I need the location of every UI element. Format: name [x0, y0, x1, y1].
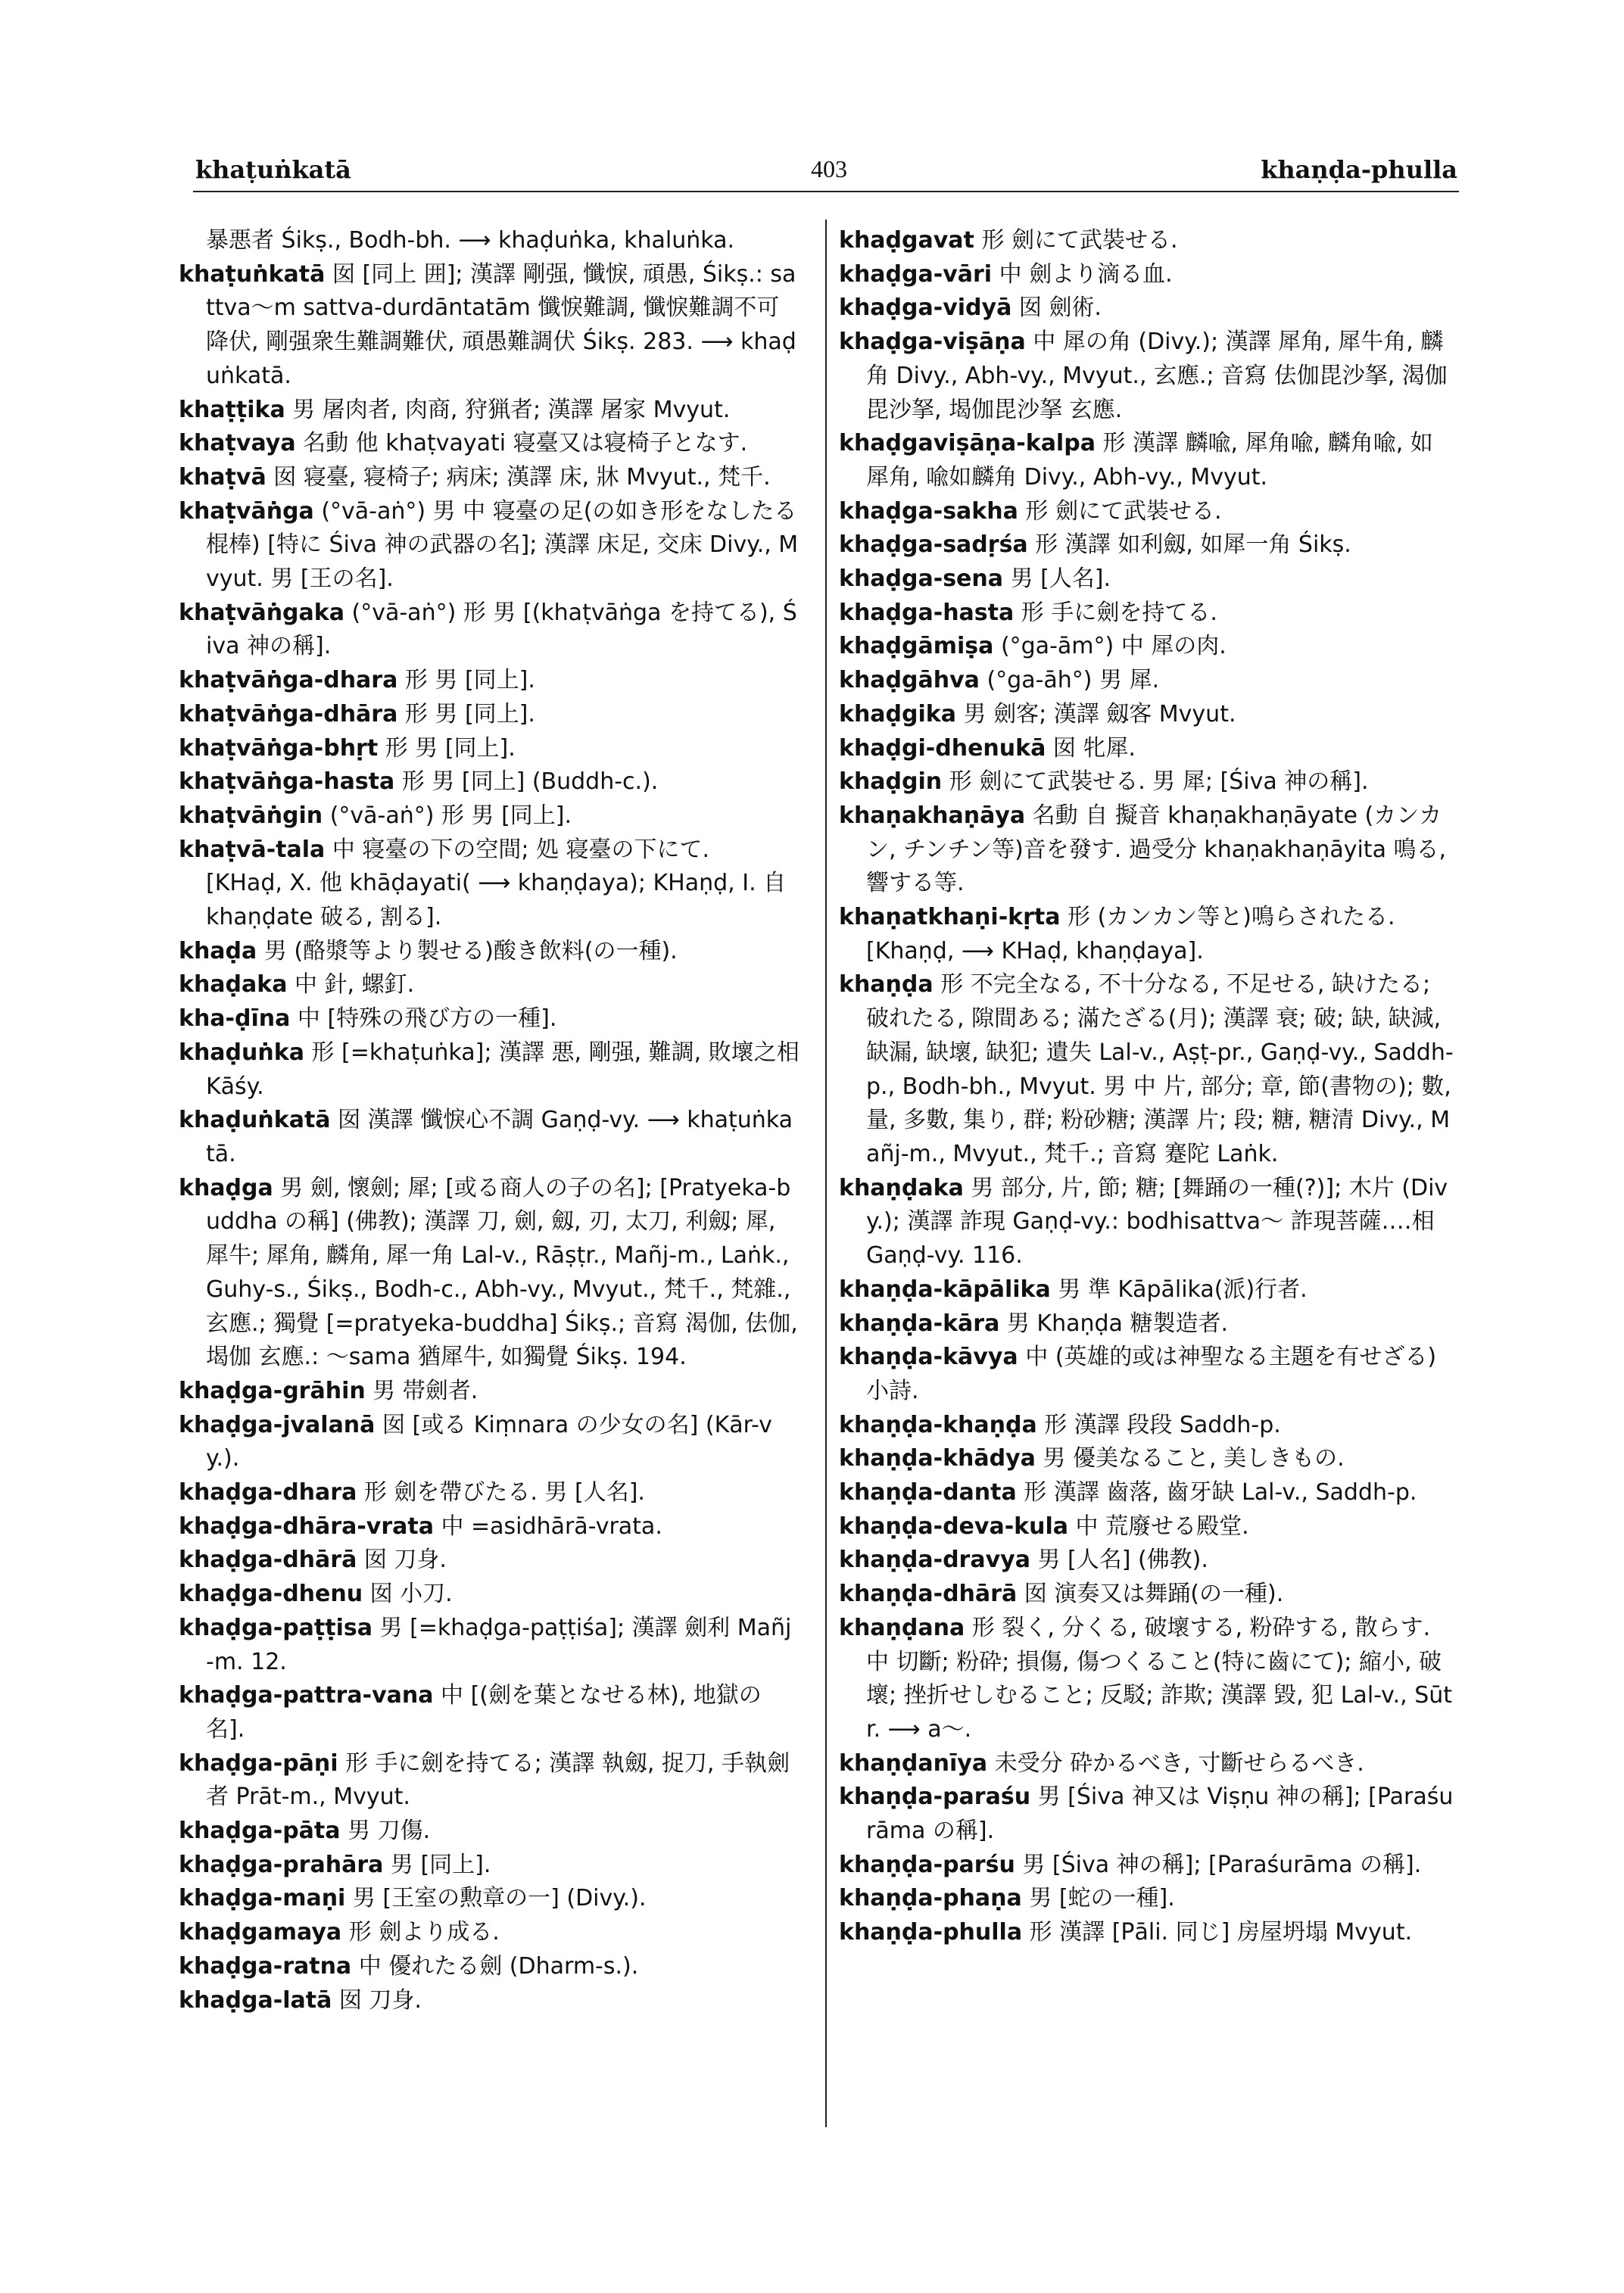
- entry-headword: khaṇḍa-phaṇa: [839, 1885, 1022, 1912]
- entry-headword: khaḍga-prahāra: [179, 1851, 384, 1878]
- entry-headword: khaṇḍa-paraśu: [839, 1784, 1031, 1811]
- entry-headword: khaṭvāṅga-bhṛt: [179, 734, 379, 762]
- dictionary-entry: [179, 1476, 800, 1510]
- dictionary-entry: [179, 1578, 800, 1612]
- entry-headword: khaṇḍanīya: [839, 1749, 988, 1777]
- dictionary-entry: [179, 935, 800, 969]
- dictionary-entry: [839, 1307, 1454, 1341]
- entry-definition: 囡 演奏又は舞踊(の一種).: [1024, 1581, 1284, 1608]
- dictionary-entry: [179, 1849, 800, 1883]
- entry-definition: 中 荒廢せる殿堂.: [1075, 1513, 1249, 1540]
- entry-definition: 形 (カンカン等と)鳴らされたる.: [1068, 904, 1395, 931]
- entry-headword: khaḍgin: [839, 768, 943, 796]
- entry-definition: 形 漢譯 [Pāli. 同じ] 房屋坍塌 Mvyut.: [1029, 1919, 1413, 1946]
- dictionary-entry: [179, 664, 800, 698]
- dictionary-entry: [179, 1036, 800, 1104]
- entry-definition: 男 [Śiva 神又は Viṣṇu 神の稱]; [Paraśurāma の稱].: [866, 1784, 1454, 1845]
- entry-headword: khaḍga-vāri: [839, 260, 993, 288]
- dictionary-entry: [179, 258, 800, 394]
- entry-definition: 男 帯劍者.: [372, 1377, 478, 1404]
- entry-headword: khaṭvāṅgin: [179, 802, 323, 829]
- dictionary-entry: [839, 765, 1454, 799]
- entry-headword: khaḍgāmiṣa: [839, 633, 994, 660]
- dictionary-entry: [179, 224, 800, 258]
- entry-definition: 形 劍より成る.: [348, 1919, 500, 1946]
- entry-headword: khaḍga-grāhin: [179, 1377, 366, 1404]
- dictionary-entry: [179, 394, 800, 428]
- entry-definition: 中 =asidhārā-vrata.: [441, 1513, 662, 1540]
- entry-definition: [KHaḍ, X. 他 khāḍayati( ⟶ khaṇḍaya); KHaṇḍ, I. 自 khaṇḍate 破る, 割る].: [206, 870, 787, 931]
- header-rule: [193, 191, 1459, 192]
- entry-definition: [Khaṇḍ, ⟶ KHaḍ, khaṇḍaya].: [866, 937, 1204, 964]
- dictionary-entry: [179, 1882, 800, 1916]
- entry-definition: 囡 [同上 囲]; 漢譯 剛强, 懺悷, 頑愚, Śikṣ.: sattva〜m sattva-durdāntatām 懺悷難調, 懺悷難調不可降伏, 剛强衆生難調難伏, 頑愚難調伏 Śikṣ. 283. ⟶ khaḍuṅkatā.: [206, 260, 796, 389]
- entry-definition: (°vā-aṅ°) 形 男 [(khaṭvāṅga を持てる), Śiva 神の稱].: [206, 599, 797, 660]
- entry-definition: 男 屠肉者, 肉商, 狩猟者; 漢譯 屠家 Mvyut.: [292, 396, 731, 423]
- entry-headword: khaṭvā-tala: [179, 836, 326, 863]
- entry-definition: 囡 劍術.: [1018, 294, 1102, 322]
- entry-headword: khaḍga-viṣāṇa: [839, 329, 1026, 356]
- entry-headword: khaḍgaviṣāṇa-kalpa: [839, 430, 1096, 457]
- entry-headword: khaṇḍa-kāvya: [839, 1344, 1018, 1371]
- entry-headword: khaṭvāṅga-dhāra: [179, 700, 398, 727]
- entry-definition: 囡 漢譯 懺悷心不調 Gaṇḍ-vy. ⟶ khaṭuṅkatā.: [206, 1107, 793, 1167]
- header-left-guide-word: khaṭuṅkatā: [195, 155, 351, 184]
- entry-headword: khaḍga-sakha: [839, 497, 1018, 525]
- dictionary-entry: [839, 1341, 1454, 1408]
- dictionary-entry: [839, 597, 1454, 631]
- entry-definition: 中 針, 螺釘.: [295, 971, 415, 999]
- entry-headword: khaṭvāṅga-dhara: [179, 667, 398, 694]
- dictionary-entry: [839, 1849, 1454, 1883]
- dictionary-entry: [839, 1409, 1454, 1443]
- dictionary-entry: [839, 1510, 1454, 1544]
- dictionary-entry: [179, 1409, 800, 1476]
- entry-definition: 男 (酪漿等より製せる)酸き飲料(の一種).: [263, 937, 678, 964]
- entry-headword: khaḍgi-dhenukā: [839, 734, 1046, 762]
- dictionary-entry: [179, 1984, 800, 2018]
- entry-headword: khaḍga-dhāra-vrata: [179, 1513, 434, 1540]
- dictionary-entry: [179, 461, 800, 495]
- entry-definition: 形 漢譯 段段 Saddh-p.: [1044, 1411, 1281, 1438]
- dictionary-entry: [179, 597, 800, 664]
- dictionary-entry: [839, 1476, 1454, 1510]
- entry-headword: khaṭvāṅgaka: [179, 599, 344, 626]
- entry-headword: khaṇatkhaṇi-kṛta: [839, 904, 1061, 931]
- entry-headword: khaḍa: [179, 937, 257, 964]
- entry-headword: khaḍga-dhenu: [179, 1581, 363, 1608]
- entry-headword: khaḍga-paṭṭisa: [179, 1614, 372, 1641]
- dictionary-entry: [179, 427, 800, 461]
- entry-headword: khaṭṭika: [179, 396, 285, 423]
- dictionary-entry: [179, 698, 800, 732]
- dictionary-entry: [179, 765, 800, 799]
- dictionary-entry: [179, 732, 800, 766]
- entry-definition: 囡 刀身.: [363, 1547, 447, 1574]
- entry-headword: khaṇḍa-deva-kula: [839, 1513, 1068, 1540]
- entry-headword: khaṇakhaṇāya: [839, 802, 1026, 829]
- entry-definition: 形 漢譯 如利劔, 如犀一角 Śikṣ.: [1035, 531, 1351, 559]
- entry-definition: 形 手に劍を持てる; 漢譯 執劔, 捉刀, 手執劍者 Prāt-m., Mvyut.: [206, 1749, 790, 1811]
- entry-definition: 形 男 [同上].: [404, 700, 535, 727]
- dictionary-entry: [839, 1172, 1454, 1273]
- dictionary-entry: [839, 698, 1454, 732]
- dictionary-entry: [839, 1442, 1454, 1476]
- entry-headword: khaḍga-sadṛśa: [839, 531, 1028, 559]
- entry-definition: 男 劍客; 漢譯 劔客 Mvyut.: [963, 700, 1236, 727]
- entry-definition: 中 犀の角 (Divy.); 漢譯 犀角, 犀牛角, 麟角 Divy., Abh-vy., Mvyut., 玄應.; 音寫 佉伽毘沙拏, 渴伽毘沙拏, 堨伽毘沙拏 玄應.: [866, 329, 1448, 423]
- dictionary-entry: [179, 1002, 800, 1036]
- entry-definition: 名動 他 khaṭvayati 寝臺又は寝椅子となす.: [303, 430, 748, 457]
- entry-headword: khaḍga-pāṇi: [179, 1749, 338, 1777]
- left-column: [179, 224, 800, 2017]
- entry-headword: khaḍga: [179, 1174, 273, 1201]
- entry-definition: 中 劍より滴る血.: [999, 260, 1173, 288]
- entry-headword: khaḍga-dhārā: [179, 1547, 357, 1574]
- entry-definition: 中 寝臺の下の空間; 処 寝臺の下にて.: [332, 836, 710, 863]
- entry-definition: 男 [同上].: [390, 1851, 491, 1878]
- dictionary-entry: [839, 1273, 1454, 1307]
- entry-definition: 男 部分, 片, 節; 糖; [舞踊の一種(?)]; 木片 (Divy.); 漢譯 詐現 Gaṇḍ-vy.: bodhisattva〜 詐現菩薩‥‥相 Gaṇḍ-vy. 116.: [866, 1174, 1448, 1270]
- dictionary-entry: [179, 1916, 800, 1950]
- dictionary-entry: [179, 799, 800, 833]
- dictionary-entry: [179, 1104, 800, 1171]
- entry-definition: 男 [人名].: [1010, 565, 1111, 593]
- entry-headword: khaḍga-dhara: [179, 1479, 357, 1506]
- entry-headword: khaḍgavat: [839, 227, 974, 254]
- entry-headword: khaṇḍa-phulla: [839, 1919, 1023, 1946]
- entry-definition: 男 刀傷.: [348, 1818, 431, 1845]
- dictionary-entry: [179, 1544, 800, 1578]
- dictionary-entry: [839, 901, 1454, 935]
- entry-definition: 形 漢譯 麟喩, 犀角喩, 麟角喩, 如犀角, 喩如麟角 Divy., Abh-vy., Mvyut.: [866, 430, 1433, 491]
- entry-definition: 形 男 [同上].: [385, 734, 516, 762]
- entry-headword: khaḍga-latā: [179, 1986, 332, 2014]
- entry-headword: khaḍga-jvalanā: [179, 1411, 376, 1438]
- dictionary-entry: [179, 867, 800, 934]
- entry-headword: khaḍga-hasta: [839, 599, 1015, 626]
- entry-headword: khaḍaka: [179, 971, 288, 999]
- entry-headword: khaḍga-maṇi: [179, 1885, 346, 1912]
- entry-definition: 形 劍を帶びたる. 男 [人名].: [363, 1479, 645, 1506]
- entry-definition: 形 不完全なる, 不十分なる, 不足せる, 缺けたる; 破れたる, 隙間ある; 滿たざる(月); 漢譯 衰; 破; 缺, 缺減, 缺漏, 缺壞, 缺犯; 遺失 Lal-v., Aṣṭ-pr., Gaṇḍ-vy., Saddh-p., Bodh-bh., Mvyut. 男 中 片, 部分; 章, 節(書物の); 數, 量, 多數, 集り, 群; 粉砂糖; 漢譯 片; 段; 糖, 糖清 Divy., Mañj-m., Mvyut., 梵千.; 音寫 蹇陀 Laṅk.: [866, 971, 1454, 1167]
- column-divider: [825, 220, 827, 2127]
- entry-definition: 男 [人名] (佛教).: [1037, 1547, 1208, 1574]
- entry-definition: 形 男 [同上].: [404, 667, 535, 694]
- entry-headword: khaḍgāhva: [839, 667, 980, 694]
- entry-headword: khaṭvāṅga: [179, 497, 314, 525]
- dictionary-entry: [179, 1612, 800, 1679]
- dictionary-entry: [839, 495, 1454, 529]
- entry-headword: khaṭuṅkatā: [179, 260, 326, 288]
- dictionary-entry: [839, 664, 1454, 698]
- entry-headword: khaṇḍa-danta: [839, 1479, 1017, 1506]
- dictionary-entry: [839, 732, 1454, 766]
- entry-headword: khaṇḍa-kāra: [839, 1310, 1000, 1337]
- dictionary-entry: [839, 326, 1454, 427]
- dictionary-entry: [179, 833, 800, 868]
- dictionary-entry: [839, 968, 1454, 1171]
- entry-definition: 形 手に劍を持てる.: [1021, 599, 1217, 626]
- entry-headword: khaṇḍa-khaṇḍa: [839, 1411, 1037, 1438]
- entry-definition: 名動 自 擬音 khaṇakhaṇāyate (カンカン, チンチン等)音を發す. 過受分 khaṇakhaṇāyita 鳴る, 響する等.: [866, 802, 1447, 897]
- entry-headword: khaṭvāṅga-hasta: [179, 768, 395, 796]
- entry-definition: 男 Khaṇḍa 糖製造者.: [1006, 1310, 1228, 1337]
- dictionary-entry: [839, 427, 1454, 494]
- entry-definition: 中 [特殊の飛び方の一種].: [297, 1005, 557, 1033]
- entry-headword: khaḍuṅka: [179, 1039, 304, 1066]
- dictionary-entry: [179, 1510, 800, 1544]
- entry-definition: 形 劍にて武裝せる.: [981, 227, 1178, 254]
- entry-headword: khaḍuṅkatā: [179, 1107, 331, 1134]
- dictionary-entry: [179, 1679, 800, 1746]
- entry-headword: khaṇḍaka: [839, 1174, 964, 1201]
- entry-definition: 暴悪者 Śikṣ., Bodh-bh. ⟶ khaḍuṅka, khaluṅka.: [206, 227, 735, 254]
- entry-definition: 男 [王室の勲章の一] (Divy.).: [352, 1885, 647, 1912]
- dictionary-entry: [839, 1747, 1454, 1781]
- header-right-guide-word: khaṇḍa-phulla: [1261, 155, 1457, 184]
- dictionary-entry: [839, 562, 1454, 597]
- entry-definition: 囡 牝犀.: [1052, 734, 1136, 762]
- dictionary-entry: [839, 1882, 1454, 1916]
- right-column: [839, 224, 1454, 1950]
- entry-definition: 形 男 [同上] (Buddh-c.).: [401, 768, 659, 796]
- entry-definition: 男 優美なること, 美しきもの.: [1043, 1445, 1345, 1472]
- entry-headword: kha-ḍīna: [179, 1005, 291, 1033]
- dictionary-entry: [839, 935, 1454, 969]
- entry-definition: (°vā-aṅ°) 形 男 [同上].: [329, 802, 572, 829]
- entry-definition: 囡 刀身.: [338, 1986, 422, 2014]
- dictionary-entry: [839, 258, 1454, 292]
- entry-headword: khaḍgika: [839, 700, 956, 727]
- dictionary-entry: [839, 291, 1454, 326]
- entry-headword: khaḍga-pāta: [179, 1818, 341, 1845]
- entry-definition: (°vā-aṅ°) 男 中 寝臺の足(の如き形をなしたる棍棒) [特に Śiva 神の武器の名]; 漢譯 床足, 交床 Divy., Mvyut. 男 [王の名].: [206, 497, 799, 593]
- entry-definition: 形 劍にて武裝せる.: [1025, 497, 1222, 525]
- entry-definition: 囡 [或る Kiṃnara の少女の名] (Kār-vy.).: [206, 1411, 772, 1472]
- entry-definition: 未受分 砕かるべき, 寸斷せらるべき.: [994, 1749, 1364, 1777]
- entry-definition: 男 準 Kāpālika(派)行者.: [1058, 1276, 1308, 1303]
- dictionary-entry: [839, 630, 1454, 664]
- entry-definition: 中 優れたる劍 (Dharm-s.).: [358, 1952, 639, 1980]
- dictionary-entry: [179, 1815, 800, 1849]
- dictionary-entry: [179, 1950, 800, 1984]
- page-number: 403: [811, 155, 847, 182]
- entry-headword: khaṇḍa-khādya: [839, 1445, 1036, 1472]
- dictionary-entry: [179, 495, 800, 597]
- entry-definition: 形 裂く, 分くる, 破壞する, 粉砕する, 散らす. 中 切斷; 粉砕; 損傷, 傷つくること(特に齒にて); 縮小, 破壞; 挫折せしむること; 反駁; 詐欺; 漢譯 毀, 犯 Lal-v., Sūtr. ⟶ a〜.: [866, 1614, 1453, 1743]
- entry-headword: khaṇḍa: [839, 971, 934, 999]
- entry-definition: 中 (英雄的或は神聖なる主題を有せざる)小詩.: [866, 1344, 1437, 1404]
- dictionary-entry: [839, 224, 1454, 258]
- dictionary-entry: [839, 1781, 1454, 1848]
- dictionary-entry: [839, 528, 1454, 562]
- entry-definition: 形 漢譯 齒落, 齒牙缺 Lal-v., Saddh-p.: [1024, 1479, 1417, 1506]
- entry-headword: khaṇḍa-parśu: [839, 1851, 1015, 1878]
- entry-headword: khaṇḍa-kāpālika: [839, 1276, 1051, 1303]
- entry-definition: 中 [(劍を葉となせる林), 地獄の名].: [206, 1682, 762, 1743]
- dictionary-entry: [179, 968, 800, 1002]
- entry-definition: 男 [Śiva 神の稱]; [Paraśurāma の稱].: [1022, 1851, 1422, 1878]
- entry-definition: 男 [蛇の一種].: [1029, 1885, 1175, 1912]
- dictionary-entry: [839, 1916, 1454, 1950]
- entry-headword: khaḍgamaya: [179, 1919, 342, 1946]
- entry-definition: 男 [=khaḍga-paṭṭiśa]; 漢譯 劍利 Mañj-m. 12.: [206, 1614, 792, 1675]
- dictionary-entry: [839, 1612, 1454, 1747]
- dictionary-entry: [179, 1172, 800, 1375]
- entry-definition: (°ga-ām°) 中 犀の肉.: [1000, 633, 1227, 660]
- entry-definition: 形 [=khaṭuṅka]; 漢譯 悪, 剛强, 難調, 敗壞之相 Kāśy.: [206, 1039, 800, 1100]
- entry-headword: khaḍga-pattra-vana: [179, 1682, 434, 1709]
- entry-headword: khaḍga-ratna: [179, 1952, 352, 1980]
- dictionary-entry: [839, 1578, 1454, 1612]
- entry-definition: 囡 寝臺, 寝椅子; 病床; 漢譯 床, 牀 Mvyut., 梵千.: [273, 463, 771, 491]
- entry-headword: khaṇḍa-dhārā: [839, 1581, 1018, 1608]
- dictionary-entry: [839, 799, 1454, 901]
- entry-definition: 形 劍にて武裝せる. 男 犀; [Śiva 神の稱].: [949, 768, 1369, 796]
- dictionary-entry: [839, 1544, 1454, 1578]
- entry-headword: khaṇḍa-dravya: [839, 1547, 1030, 1574]
- entry-definition: (°ga-āh°) 男 犀.: [987, 667, 1160, 694]
- entry-headword: khaṇḍana: [839, 1614, 965, 1641]
- entry-definition: 囡 小刀.: [369, 1581, 453, 1608]
- entry-headword: khaṭvaya: [179, 430, 296, 457]
- entry-headword: khaṭvā: [179, 463, 267, 491]
- entry-headword: khaḍga-sena: [839, 565, 1004, 593]
- entry-definition: 男 劍, 懷劍; 犀; [或る商人の子の名]; [Pratyeka-buddha の稱] (佛教); 漢譯 刀, 劍, 劔, 刃, 太刀, 利劔; 犀, 犀牛; 犀角, 麟角, 犀一角 Lal-v., Rāṣṭr., Mañj-m., Laṅk., Guhy-s., Śikṣ., Bodh-c., Abh-vy., Mvyut., 梵千., 梵雜., 玄應.; 獨覺 [=pratyeka-buddha] Śikṣ.; 音寫 渴伽, 佉伽, 堨伽 玄應.: 〜sama 猶犀牛, 如獨覺 Śikṣ. 194.: [206, 1174, 798, 1371]
- entry-headword: khaḍga-vidyā: [839, 294, 1012, 322]
- dictionary-entry: [179, 1747, 800, 1815]
- dictionary-entry: [179, 1375, 800, 1409]
